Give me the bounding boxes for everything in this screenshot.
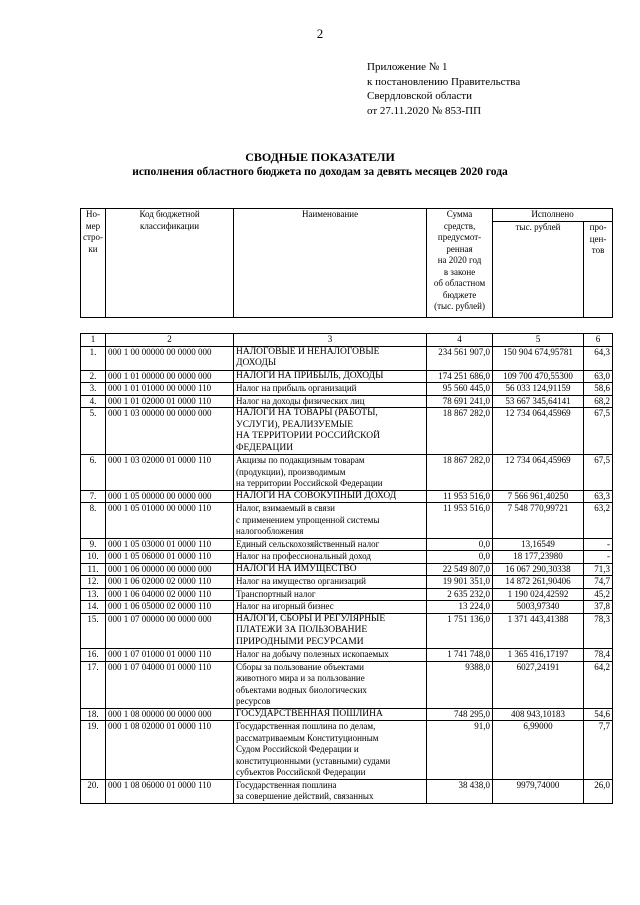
planned-sum: 18 867 282,0: [427, 408, 493, 455]
row-number: 19.: [81, 721, 106, 780]
column-number: 3: [234, 334, 427, 347]
row-number: 2.: [81, 370, 106, 383]
income-name: [234, 721, 427, 780]
income-name: [234, 503, 427, 539]
income-name-line: рассматриваемым Конституционным: [236, 732, 379, 743]
table-row: [81, 383, 613, 396]
executed-percent: 64,2: [584, 661, 613, 708]
planned-sum: 0,0: [427, 551, 493, 564]
income-name-line: на территории Российской Федерации: [236, 478, 383, 488]
planned-sum: 1 741 748,0: [427, 649, 493, 662]
planned-sum: 95 560 445,0: [427, 383, 493, 396]
document-subtitle: исполнения областного бюджета по доходам за девять месяцев 2020 года: [132, 166, 508, 178]
executed-sum: 12 734 064,45969: [493, 455, 584, 491]
row-number: 1.: [81, 346, 106, 370]
header-executed-rubles: тыс. рублей: [493, 222, 584, 318]
income-name: Налог на прибыль организаций: [234, 383, 427, 396]
row-number: 13.: [81, 588, 106, 601]
income-name-line: ПЛАТЕЖИ ЗА ПОЛЬЗОВАНИЕ: [236, 625, 368, 635]
income-name-line: Судом Российской Федерации и: [236, 744, 359, 754]
executed-sum: 6027,24191: [493, 661, 584, 708]
income-name-line: субъектов Российской Федерации: [236, 767, 366, 777]
executed-percent: 71,3: [584, 563, 613, 576]
income-name-line: конституционными (уставными) судами: [236, 755, 391, 766]
executed-sum: 13,16549: [493, 538, 584, 551]
table-row: [81, 721, 613, 780]
income-name: НАЛОГИ НА СОВОКУПНЫЙ ДОХОД: [234, 490, 427, 503]
table-row: [81, 601, 613, 614]
row-number: 12.: [81, 576, 106, 589]
table-row: [81, 538, 613, 551]
column-number: 6: [584, 334, 613, 347]
executed-sum: 12 734 064,45969: [493, 408, 584, 455]
appendix-line: Свердловской области: [367, 90, 472, 102]
income-name: НАЛОГИ НА ИМУЩЕСТВО: [234, 563, 427, 576]
column-number: 4: [427, 334, 493, 347]
income-name-line: Государственная пошлина по делам,: [236, 721, 376, 731]
appendix-block: [367, 60, 520, 118]
planned-sum: 18 867 282,0: [427, 455, 493, 491]
planned-sum: 9388,0: [427, 661, 493, 708]
budget-code: 000 1 03 00000 00 0000 000: [106, 408, 234, 455]
document-title: СВОДНЫЕ ПОКАЗАТЕЛИ: [245, 150, 395, 164]
table-row: [81, 370, 613, 383]
row-number: 18.: [81, 708, 106, 721]
revenue-table: [80, 333, 613, 804]
row-number: 10.: [81, 551, 106, 564]
executed-percent: 78,4: [584, 649, 613, 662]
income-name-line: налогообложения: [236, 526, 304, 536]
income-name-line: Государственная пошлина: [236, 779, 337, 790]
budget-code: 000 1 07 01000 01 0000 110: [106, 649, 234, 662]
table-row: [81, 455, 613, 491]
table-row: [81, 661, 613, 708]
executed-sum: 150 904 674,95781: [493, 346, 584, 370]
income-name: Налог на профессиональный доход: [234, 551, 427, 564]
header-executed: Исполнено: [493, 209, 613, 222]
table-row: [81, 490, 613, 503]
appendix-line: от 27.11.2020 № 853-ПП: [367, 104, 482, 117]
executed-percent: 74,7: [584, 576, 613, 589]
executed-sum: 16 067 290,30338: [493, 563, 584, 576]
budget-code: 000 1 05 01000 00 0000 110: [106, 503, 234, 539]
budget-code: 000 1 08 02000 01 0000 110: [106, 721, 234, 780]
planned-sum: 234 561 907,0: [427, 346, 493, 370]
table-header: [80, 208, 613, 318]
executed-sum: 18 177,23980: [493, 551, 584, 564]
income-name: Единый сельскохозяйственный налог: [234, 538, 427, 551]
row-number: 17.: [81, 661, 106, 708]
executed-percent: 45,2: [584, 588, 613, 601]
column-number-row: [81, 334, 613, 347]
row-number: 4.: [81, 395, 106, 408]
executed-percent: 26,0: [584, 779, 613, 803]
column-number: 2: [106, 334, 234, 347]
executed-sum: 9979,74000: [493, 779, 584, 803]
row-number: 11.: [81, 563, 106, 576]
income-name-line: Сборы за пользование объектами: [236, 661, 364, 672]
budget-code: 000 1 08 06000 01 0000 110: [106, 779, 234, 803]
income-name: Налог на добычу полезных ископаемых: [234, 649, 427, 662]
row-number: 16.: [81, 649, 106, 662]
executed-sum: 56 033 124,91159: [493, 383, 584, 396]
income-name-line: Акцизы по подакцизным товарам: [236, 455, 365, 465]
budget-code: 000 1 05 06000 01 0000 110: [106, 551, 234, 564]
planned-sum: 38 438,0: [427, 779, 493, 803]
executed-sum: 7 566 961,40250: [493, 490, 584, 503]
row-number: 6.: [81, 455, 106, 491]
row-number: 14.: [81, 601, 106, 614]
income-name-line: НА ТЕРРИТОРИИ РОССИЙСКОЙ: [236, 431, 380, 441]
income-name-line: с применением упрощенной системы: [236, 514, 380, 525]
budget-code: 000 1 05 00000 00 0000 000: [106, 490, 234, 503]
budget-code: 000 1 07 04000 01 0000 110: [106, 661, 234, 708]
executed-sum: 14 872 261,90406: [493, 576, 584, 589]
column-number: 1: [81, 334, 106, 347]
income-name: Налог на доходы физических лиц: [234, 395, 427, 408]
budget-code: 000 1 06 05000 02 0000 110: [106, 601, 234, 614]
income-name: Налог на имущество организаций: [234, 576, 427, 589]
executed-percent: 63,0: [584, 370, 613, 383]
budget-code: 000 1 01 02000 01 0000 110: [106, 395, 234, 408]
executed-percent: 7,7: [584, 721, 613, 780]
planned-sum: 748 295,0: [427, 708, 493, 721]
income-name-line: (продукции), производимым: [236, 466, 346, 477]
row-number: 5.: [81, 408, 106, 455]
table-row: [81, 779, 613, 803]
executed-percent: 63,3: [584, 490, 613, 503]
income-name-line: ПРИРОДНЫМИ РЕСУРСАМИ: [236, 636, 364, 647]
planned-sum: 13 224,0: [427, 601, 493, 614]
income-name-line: ресурсов: [236, 696, 271, 706]
income-name: [234, 455, 427, 491]
executed-percent: 37,8: [584, 601, 613, 614]
income-name: [234, 779, 427, 803]
income-name: [234, 408, 427, 455]
income-name: [234, 346, 427, 370]
table-row: [81, 408, 613, 455]
budget-code: 000 1 06 04000 02 0000 110: [106, 588, 234, 601]
executed-percent: 68,2: [584, 395, 613, 408]
budget-code: 000 1 07 00000 00 0000 000: [106, 613, 234, 649]
budget-code: 000 1 01 01000 00 0000 110: [106, 383, 234, 396]
row-number: 3.: [81, 383, 106, 396]
income-name-line: УСЛУГИ), РЕАЛИЗУЕМЫЕ: [236, 419, 354, 430]
table-row: [81, 708, 613, 721]
table-row: [81, 613, 613, 649]
budget-code: 000 1 03 02000 01 0000 110: [106, 455, 234, 491]
income-name-line: животного мира и за пользование: [236, 673, 365, 683]
budget-code: 000 1 05 03000 01 0000 110: [106, 538, 234, 551]
executed-sum: 7 548 770,99721: [493, 503, 584, 539]
income-name: НАЛОГИ НА ПРИБЫЛЬ, ДОХОДЫ: [234, 370, 427, 383]
page-number: 2: [316, 26, 324, 41]
income-name: Налог на игорный бизнес: [234, 601, 427, 614]
executed-sum: 1 190 024,42592: [493, 588, 584, 601]
income-name: [234, 613, 427, 649]
row-number: 7.: [81, 490, 106, 503]
planned-sum: 11 953 516,0: [427, 490, 493, 503]
table-row: [81, 395, 613, 408]
income-name-line: объектами водных биологических: [236, 684, 367, 695]
income-name: [234, 661, 427, 708]
planned-sum: 1 751 136,0: [427, 613, 493, 649]
planned-sum: 19 901 351,0: [427, 576, 493, 589]
executed-sum: 408 943,10183: [493, 708, 584, 721]
table-row: [81, 563, 613, 576]
income-name-line: НАЛОГИ НА ТОВАРЫ (РАБОТЫ,: [236, 408, 378, 418]
appendix-line: к постановлению Правительства: [367, 75, 521, 88]
row-number: 15.: [81, 613, 106, 649]
planned-sum: 2 635 232,0: [427, 588, 493, 601]
header-executed-percent: про- цен- тов: [584, 222, 613, 318]
budget-code: 000 1 06 00000 00 0000 000: [106, 563, 234, 576]
budget-code: 000 1 01 00000 00 0000 000: [106, 370, 234, 383]
executed-sum: 53 667 345,64141: [493, 395, 584, 408]
executed-sum: 6,99000: [493, 721, 584, 780]
income-name-line: Налог, взимаемый в связи: [236, 503, 335, 513]
income-name-line: за совершение действий, связанных: [236, 791, 374, 801]
executed-percent: 58,6: [584, 383, 613, 396]
table-row: [81, 503, 613, 539]
income-name-line: ФЕДЕРАЦИИ: [236, 442, 294, 453]
executed-sum: 5003,97340: [493, 601, 584, 614]
executed-percent: -: [584, 551, 613, 564]
planned-sum: 11 953 516,0: [427, 503, 493, 539]
executed-percent: 54,6: [584, 708, 613, 721]
executed-percent: 63,2: [584, 503, 613, 539]
row-number: 8.: [81, 503, 106, 539]
executed-sum: 1 371 443,41388: [493, 613, 584, 649]
executed-percent: 64,3: [584, 346, 613, 370]
executed-sum: 1 365 416,17197: [493, 649, 584, 662]
table-row: [81, 588, 613, 601]
planned-sum: 22 549 807,0: [427, 563, 493, 576]
executed-sum: 109 700 470,55300: [493, 370, 584, 383]
header-budget-code: Код бюджетной классификации: [106, 209, 234, 318]
table-row: [81, 576, 613, 589]
row-number: 9.: [81, 538, 106, 551]
planned-sum: 174 251 686,0: [427, 370, 493, 383]
row-number: 20.: [81, 779, 106, 803]
table-row: [81, 649, 613, 662]
income-name-line: НАЛОГОВЫЕ И НЕНАЛОГОВЫЕ: [236, 346, 380, 357]
executed-percent: 78,3: [584, 613, 613, 649]
table-row: [81, 551, 613, 564]
planned-sum: 91,0: [427, 721, 493, 780]
budget-code: 000 1 08 00000 00 0000 000: [106, 708, 234, 721]
planned-sum: 0,0: [427, 538, 493, 551]
header-name: Наименование: [234, 209, 427, 318]
header-row-number: Но- мер стро- ки: [81, 209, 106, 318]
planned-sum: 78 691 241,0: [427, 395, 493, 408]
column-number: 5: [493, 334, 584, 347]
income-name-line: ДОХОДЫ: [236, 358, 277, 368]
executed-percent: 67,5: [584, 408, 613, 455]
income-name-line: НАЛОГИ, СБОРЫ И РЕГУЛЯРНЫЕ: [236, 613, 386, 624]
income-name: Транспортный налог: [234, 588, 427, 601]
header-planned-sum: Сумма средств, предусмот- ренная на 2020 год в законе об областном бюджете (тыс. рублей): [427, 209, 493, 318]
appendix-line: Приложение № 1: [367, 61, 448, 73]
income-name: ГОСУДАРСТВЕННАЯ ПОШЛИНА: [234, 708, 427, 721]
executed-percent: 67,5: [584, 455, 613, 491]
budget-code: 000 1 06 02000 02 0000 110: [106, 576, 234, 589]
executed-percent: -: [584, 538, 613, 551]
table-row: [81, 346, 613, 370]
budget-code: 000 1 00 00000 00 0000 000: [106, 346, 234, 370]
